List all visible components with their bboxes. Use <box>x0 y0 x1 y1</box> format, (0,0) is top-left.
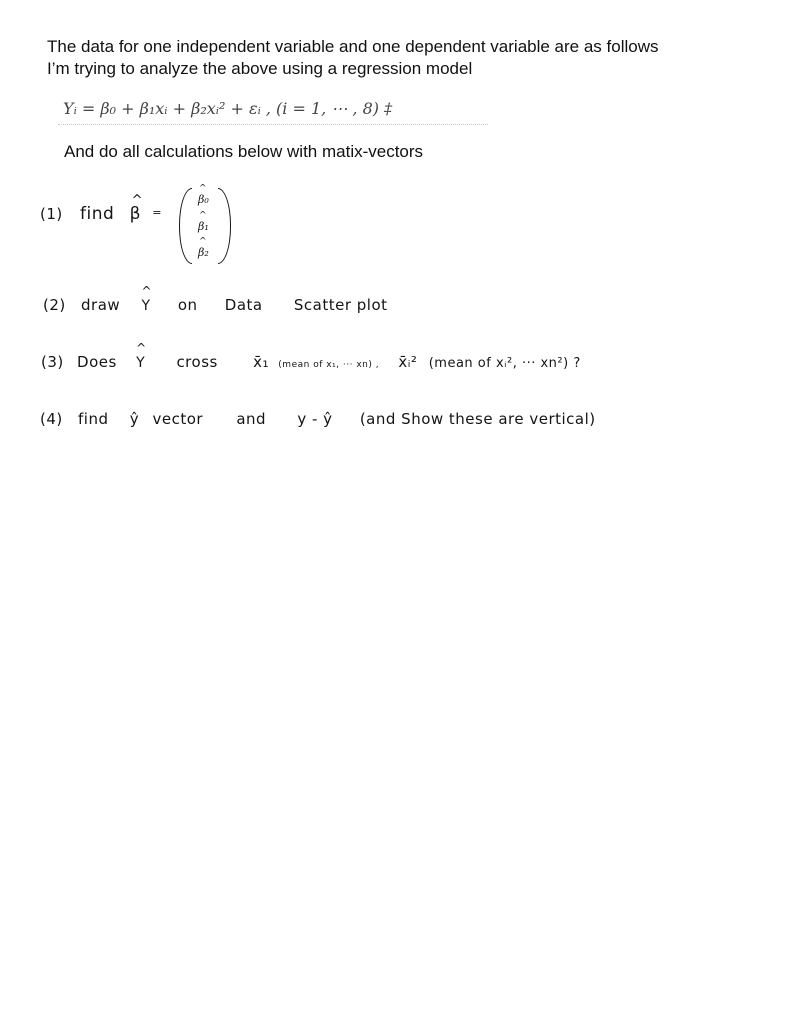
question-2-on: on <box>177 296 198 314</box>
question-4-number: (4) <box>40 410 63 428</box>
question-1 <box>40 193 162 224</box>
hat-mark: ^ <box>131 193 143 208</box>
x-bar-1: x̄₁ <box>253 353 270 371</box>
question-4-and: and <box>236 410 267 428</box>
question-2-verb: draw <box>81 296 121 314</box>
regression-model-equation: Yᵢ = β₀ + β₁xᵢ + β₂xᵢ² + εᵢ , (i = 1, ⋯ , 8) ‡ <box>63 99 393 118</box>
vector-right-paren <box>218 188 231 264</box>
vector-entry-beta1: ^ β₁ <box>198 211 209 233</box>
question-3-number: (3) <box>41 353 64 371</box>
question-1-verb: find <box>80 204 115 224</box>
vector-left-paren <box>179 188 192 264</box>
question-1-number: (1) <box>40 205 63 223</box>
question-2 <box>43 284 388 314</box>
question-4-vector-word: vector <box>152 410 204 428</box>
beta-hat-symbol <box>129 193 143 224</box>
vector-entry-beta0: ^ β₀ <box>198 184 209 206</box>
hat-mark: ^ <box>141 284 153 298</box>
hat-mark: ^ <box>136 341 147 355</box>
question-4-verb: find <box>78 410 109 428</box>
question-4 <box>40 410 596 428</box>
question-2-data: Data <box>224 296 263 314</box>
question-2-scatter-plot: Scatter plot <box>293 296 388 314</box>
residual-expression: y - ŷ <box>297 410 333 428</box>
instruction-line: And do all calculations below with matix-vectors <box>64 142 424 161</box>
equation-divider <box>58 124 488 128</box>
question-3-cross: cross <box>176 353 218 371</box>
x-bar-2-note: (mean of xᵢ², ··· xn²) ? <box>428 356 581 371</box>
y-hat-symbol <box>136 341 147 371</box>
y-hat-symbol: ŷ <box>129 410 140 428</box>
y-letter: Y <box>141 298 151 314</box>
intro-line-1: The data for one independent variable and one dependent variable are as follows <box>47 37 659 56</box>
x-bar-2: x̄ᵢ² <box>398 353 418 371</box>
question-2-number: (2) <box>43 296 66 314</box>
question-3 <box>41 341 581 371</box>
y-hat-symbol <box>141 284 153 314</box>
equals-sign: = <box>152 206 162 219</box>
beta-letter: β <box>129 204 141 224</box>
x-bar-1-note: (mean of x₁, ··· xn) , <box>278 360 380 370</box>
beta-hat-vector <box>177 184 233 268</box>
vector-entry-beta2: ^ β₂ <box>198 237 209 259</box>
y-letter: Y <box>136 355 146 371</box>
question-3-verb: Does <box>77 353 117 371</box>
question-4-note: (and Show these are vertical) <box>359 410 596 428</box>
intro-line-2: I’m trying to analyze the above using a regression model <box>47 59 473 78</box>
